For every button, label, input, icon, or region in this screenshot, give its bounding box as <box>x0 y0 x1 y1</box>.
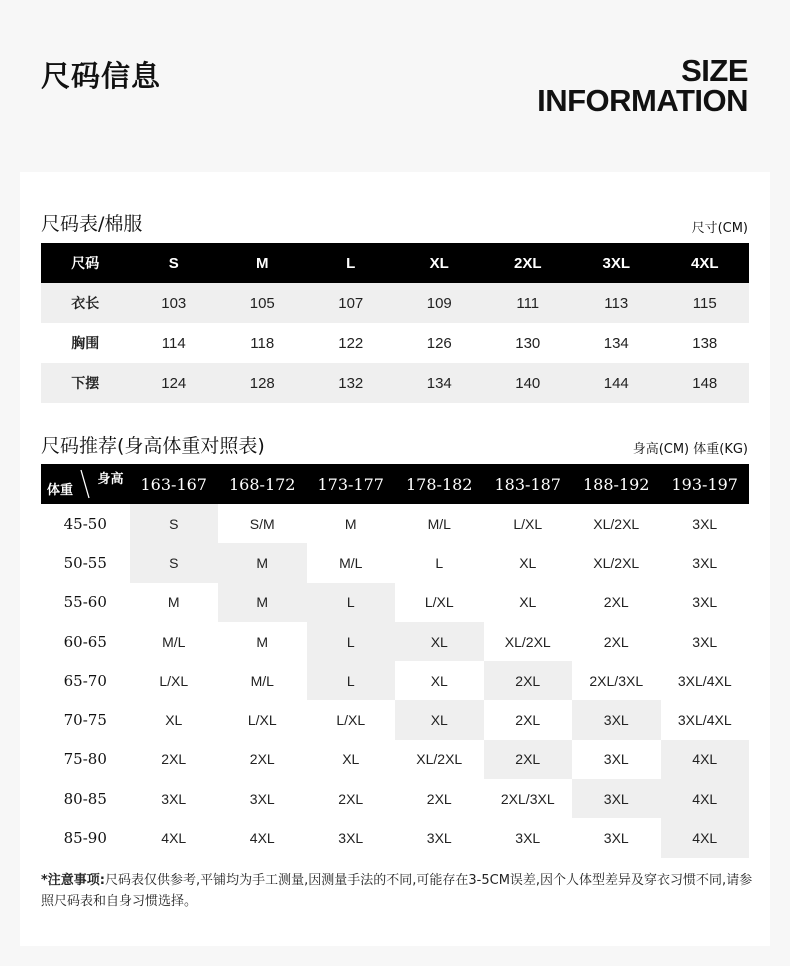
height-col-header: 173-177 <box>307 464 396 504</box>
measure-label: 下摆 <box>41 363 130 403</box>
recommended-size: 3XL <box>692 633 718 650</box>
recommended-size: 4XL <box>249 830 275 847</box>
measure-value: 118 <box>250 334 275 352</box>
recommend-row <box>41 543 749 582</box>
measure-value: 111 <box>484 283 573 323</box>
recommended-size: 2XL <box>161 751 187 768</box>
recommended-size: 4XL <box>661 818 750 857</box>
recommended-size: L/XL <box>424 594 454 611</box>
weight-label: 50-55 <box>63 553 107 572</box>
height-col-header: 193-197 <box>661 464 750 504</box>
content-card <box>20 172 770 946</box>
recommended-size: XL/2XL <box>504 633 551 650</box>
recommended-size: 2XL <box>603 633 629 650</box>
recommended-size: S/M <box>249 515 275 532</box>
weight-label: 85-90 <box>63 829 107 848</box>
recommend-row <box>41 622 749 661</box>
size-chart-header-row <box>41 243 749 283</box>
size-chart-unit: 尺寸(CM) <box>691 221 748 236</box>
measure-value: 122 <box>338 334 364 352</box>
recommended-size: 3XL <box>338 830 364 847</box>
recommended-size: XL <box>395 622 484 661</box>
recommended-size: M <box>218 543 307 582</box>
recommended-size: XL <box>395 700 484 739</box>
page-title-cn: 尺码信息 <box>41 59 162 93</box>
size-col-header: 3XL <box>572 243 661 283</box>
size-chart-table <box>41 243 749 403</box>
measure-value: 105 <box>218 283 307 323</box>
measure-value: 114 <box>161 334 186 352</box>
recommended-size: XL <box>342 751 360 768</box>
measure-value: 140 <box>484 363 573 403</box>
recommended-size: M <box>344 515 357 532</box>
size-col-header: M <box>218 243 307 283</box>
note-body: 尺码表仅供参考,平铺均为手工测量,因测量手法的不同,可能存在3-5CM误差,因个人体型差异及穿衣习惯不同,请参照尺码表和自身习惯选择。 <box>41 873 753 909</box>
recommended-size: 3XL <box>603 830 629 847</box>
recommended-size: 2XL <box>603 594 629 611</box>
recommended-size: M <box>256 633 269 650</box>
measure-value: 103 <box>130 283 219 323</box>
size-col-header: 2XL <box>484 243 573 283</box>
recommended-size: L <box>307 622 396 661</box>
page-title-en <box>537 53 748 118</box>
recommended-size: 3XL <box>692 594 718 611</box>
weight-label: 65-70 <box>63 671 107 690</box>
recommended-size: 2XL <box>484 740 573 779</box>
corner-weight-label: 体重 <box>47 483 74 498</box>
weight-label: 70-75 <box>63 711 107 730</box>
recommended-size: 3XL <box>692 515 718 532</box>
size-chart-row <box>41 283 749 323</box>
weight-label: 45-50 <box>63 514 107 533</box>
recommended-size: 2XL <box>338 790 364 807</box>
recommended-size: 4XL <box>661 740 750 779</box>
recommend-row <box>41 779 749 818</box>
recommended-size: L <box>307 661 396 700</box>
measure-value: 134 <box>603 334 629 352</box>
measure-value: 128 <box>218 363 307 403</box>
recommended-size: 2XL <box>484 661 573 700</box>
recommended-size: L/XL <box>513 515 543 532</box>
page-title-en-line2: INFORMATION <box>537 83 748 118</box>
height-col-header: 178-182 <box>395 464 484 504</box>
recommended-size: L/XL <box>159 672 189 689</box>
height-col-header: 163-167 <box>130 464 219 504</box>
recommended-size: 3XL <box>161 790 187 807</box>
recommended-size: 3XL <box>603 751 629 768</box>
measure-value: 126 <box>426 334 452 352</box>
recommended-size: XL/2XL <box>416 751 463 768</box>
recommended-size: 3XL <box>572 779 661 818</box>
weight-label: 75-80 <box>63 750 107 769</box>
recommend-header-row <box>41 464 749 504</box>
recommended-size: 2XL/3XL <box>589 672 644 689</box>
measure-label: 胸围 <box>71 336 100 352</box>
recommended-size: M <box>218 583 307 622</box>
size-chart-title: 尺码表/棉服 <box>41 213 143 235</box>
recommended-size: 2XL <box>515 712 541 729</box>
note-label: *注意事项: <box>41 873 105 888</box>
recommended-size: 3XL/4XL <box>677 672 732 689</box>
measure-value: 130 <box>515 334 541 352</box>
recommend-row <box>41 818 749 857</box>
measure-value: 134 <box>395 363 484 403</box>
recommended-size: 3XL <box>249 790 275 807</box>
recommended-size: L/XL <box>247 712 277 729</box>
recommend-unit: 身高(CM) 体重(KG) <box>632 442 748 457</box>
recommend-title: 尺码推荐(身高体重对照表) <box>41 435 265 457</box>
measure-value: 109 <box>395 283 484 323</box>
measure-value: 132 <box>307 363 396 403</box>
measure-value: 124 <box>130 363 219 403</box>
recommend-table <box>41 464 749 858</box>
recommended-size: 3XL <box>692 554 718 571</box>
height-col-header: 183-187 <box>484 464 573 504</box>
corner-height-label: 身高 <box>97 472 124 487</box>
recommend-row <box>41 661 749 700</box>
recommended-size: 4XL <box>661 779 750 818</box>
recommend-row <box>41 700 749 739</box>
recommend-row <box>41 740 749 779</box>
recommended-size: M/L <box>427 515 451 532</box>
recommended-size: L/XL <box>336 712 366 729</box>
size-col-header: 尺码 <box>41 243 130 283</box>
recommend-row <box>41 583 749 622</box>
measure-value: 138 <box>692 334 718 352</box>
recommended-size: M/L <box>339 554 363 571</box>
recommended-size: S <box>130 543 219 582</box>
recommended-size: 4XL <box>161 830 187 847</box>
size-col-header: 4XL <box>661 243 750 283</box>
recommended-size: XL <box>165 712 183 729</box>
recommended-size: 3XL/4XL <box>677 712 732 729</box>
corner-cell <box>41 464 130 504</box>
size-col-header: L <box>307 243 396 283</box>
recommended-size: L <box>307 583 396 622</box>
height-col-header: 168-172 <box>218 464 307 504</box>
recommended-size: 2XL <box>249 751 275 768</box>
recommended-size: XL <box>519 594 537 611</box>
recommended-size: XL/2XL <box>593 515 640 532</box>
recommended-size: S <box>130 504 219 543</box>
size-col-header: S <box>130 243 219 283</box>
measure-label: 衣长 <box>41 283 130 323</box>
measure-value: 107 <box>307 283 396 323</box>
recommended-size: 3XL <box>515 830 541 847</box>
size-col-header: XL <box>395 243 484 283</box>
note-text <box>41 870 753 912</box>
recommend-row <box>41 504 749 543</box>
recommended-size: M/L <box>250 672 274 689</box>
recommended-size: XL <box>519 554 537 571</box>
page-title-en-line1: SIZE <box>681 53 748 88</box>
weight-label: 60-65 <box>63 632 107 651</box>
recommended-size: M/L <box>162 633 186 650</box>
weight-label: 80-85 <box>63 789 107 808</box>
recommended-size: XL/2XL <box>593 554 640 571</box>
size-chart-row <box>41 323 749 363</box>
recommended-size: XL <box>430 672 448 689</box>
recommended-size: 2XL/3XL <box>500 790 555 807</box>
recommended-size: L <box>435 554 444 571</box>
recommended-size: 3XL <box>572 700 661 739</box>
size-chart-row <box>41 363 749 403</box>
recommended-size: 3XL <box>426 830 452 847</box>
recommended-size: M <box>167 594 180 611</box>
height-col-header: 188-192 <box>572 464 661 504</box>
recommended-size: 2XL <box>426 790 452 807</box>
measure-value: 148 <box>661 363 750 403</box>
measure-value: 115 <box>661 283 750 323</box>
measure-value: 113 <box>572 283 661 323</box>
weight-label: 55-60 <box>63 593 107 612</box>
measure-value: 144 <box>572 363 661 403</box>
